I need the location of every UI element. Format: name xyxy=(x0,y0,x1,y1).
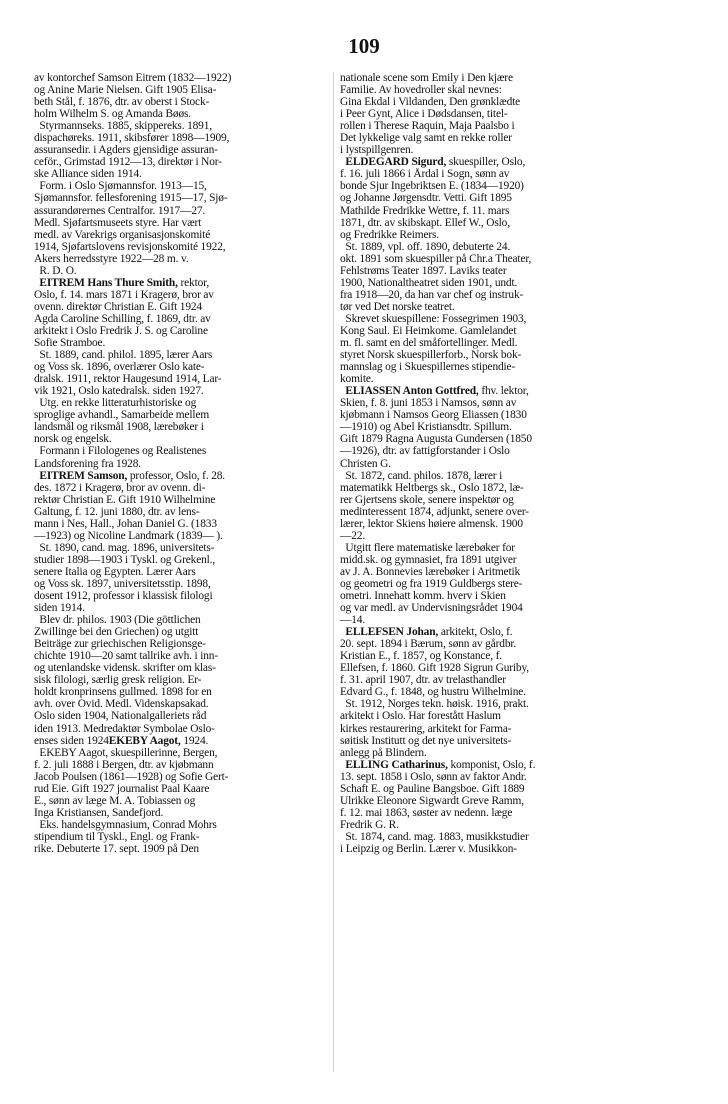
entry-start-line xyxy=(340,759,642,771)
text-line: ovenn. direktør Christian E. Gift 1924 xyxy=(34,300,202,313)
text-line: ometri. Innehatt komm. hverv i Skien xyxy=(340,590,506,603)
text-line: Formann i Filologenes og Realistenes xyxy=(34,445,207,458)
text-line: —14. xyxy=(340,614,366,627)
text-line: rollen i Therese Raquin, Maja Paalsbo i xyxy=(340,120,515,133)
text-line: landsmål og riksmål 1908, lærebøker i xyxy=(34,421,204,434)
text-line: styret Norsk skuespillerforb., Norsk bok- xyxy=(340,349,522,362)
entry-name: EKEBY Aagot, xyxy=(108,734,181,747)
text-line: og Voss sk. 1897, universitetsstip. 1898, xyxy=(34,577,211,590)
text-line: Medl. Sjøfartsmuseets styre. Har vært xyxy=(34,216,202,229)
text-line: assurandørernes Centralfor. 1917—27. xyxy=(34,204,206,217)
text-line: Gina Ekdal i Vildanden, Den grønklædte xyxy=(340,96,521,109)
text-line: f. 12. mai 1863, søster av nedenn. læge xyxy=(340,806,513,819)
text-line: anlegg på Blindern. xyxy=(340,746,427,759)
text-line: Utgitt flere matematiske lærebøker for xyxy=(340,541,515,554)
text-line: søitisk Institutt og det nye universitets- xyxy=(340,734,512,747)
text-line: St. 1889, vpl. off. 1890, debuterte 24. xyxy=(340,240,511,253)
text-line: Kristian E., f. 1857, og Konstance, f. xyxy=(340,650,502,663)
text-line: St. 1890, cand. mag. 1896, universitets- xyxy=(34,541,215,554)
text-line: stipendium til Tyskl., Engl. og Frank- xyxy=(34,830,200,843)
text-line: dralsk. 1911, rektor Haugesund 1914, Lar- xyxy=(34,373,222,386)
text-line: arkitekt i Oslo Fredrik J. S. og Caroline xyxy=(34,324,208,337)
text-line: St. 1874, cand. mag. 1883, musikkstudier xyxy=(340,830,529,843)
text-line: og geometri og fra 1919 Guldbergs stere- xyxy=(340,577,523,590)
text-line: matematikk Heltbergs sk., Oslo 1872, læ- xyxy=(340,481,524,494)
entry-start-line xyxy=(340,385,642,397)
text-line: —1926), dtr. av fattigforstander i Oslo xyxy=(340,445,510,458)
text-line: Schaft E. og Pauline Bangsboe. Gift 1889 xyxy=(340,782,525,795)
left-column xyxy=(34,72,336,855)
text-line: Jacob Poulsen (1861—1928) og Sofie Gert- xyxy=(34,770,229,783)
text-line: okt. 1891 som skuespiller på Chr.a Theater, xyxy=(340,252,532,265)
entry-start-line xyxy=(34,277,336,289)
text-line: 13. sept. 1858 i Oslo, sønn av faktor Andr. xyxy=(340,770,527,783)
entry-name: EITREM Samson, xyxy=(39,469,128,482)
text-line: Det lykkelige valg samt en rekke roller xyxy=(340,132,512,145)
text-line: kirkes restaurering, arkitekt for Farma- xyxy=(340,722,512,735)
text-line: —1910) og Abel Kristiansdtr. Spillum. xyxy=(340,421,512,434)
text-line: siden 1914. xyxy=(34,602,85,615)
text-line: komite. xyxy=(340,373,374,386)
text-line: —22. xyxy=(340,529,366,542)
text-line: ske Alliance siden 1914. xyxy=(34,168,142,181)
text-line: medinteressent 1874, adjunkt, senere over- xyxy=(340,505,529,518)
text-line: holm Wilhelm S. og Amanda Bøøs. xyxy=(34,108,191,121)
right-column xyxy=(340,72,642,855)
text-line: St. 1872, cand. philos. 1878, lærer i xyxy=(340,469,503,482)
text-line: og utenlandske vidensk. skrifter om klas- xyxy=(34,662,216,675)
text-line: 1914, Sjøfartslovens revisjonskomité 1922, xyxy=(34,240,226,253)
text-line: Oslo, f. 14. mars 1871 i Kragerø, bror av xyxy=(34,288,214,301)
text-line: og Anine Marie Nielsen. Gift 1905 Elisa- xyxy=(34,84,217,97)
text-line: sproglige avhandl., Samarbeide mellem xyxy=(34,409,210,422)
text-line: f. 16. juli 1866 i Årdal i Sogn, sønn av xyxy=(340,168,510,181)
text-line: f. 2. juli 1888 i Bergen, dtr. av kjøbmann xyxy=(34,758,214,771)
text-line: 20. sept. 1894 i Bærum, sønn av gårdbr. xyxy=(340,638,517,651)
text-line: Sjømannsfor. fellesforening 1915—17, Sjø- xyxy=(34,192,228,205)
text-line: rike. Debuterte 17. sept. 1909 på Den xyxy=(34,843,199,855)
text-line: Fehlstrøms Teater 1897. Laviks teater xyxy=(340,264,507,277)
text-line: 1900, Nationaltheatret siden 1901, undt. xyxy=(340,276,518,289)
text-line: holdt kronprinsens gullmed. 1898 for en xyxy=(34,686,212,699)
entry-name: ELIASSEN Anton Gottfred, xyxy=(345,385,479,398)
text-line: Skien, f. 8. juni 1853 i Namsos, sønn av xyxy=(340,397,517,410)
text-line: arkitekt i Oslo. Har forestått Haslum xyxy=(340,710,501,723)
text-line: Mathilde Fredrikke Wettre, f. 11. mars xyxy=(340,204,510,217)
text-line: av J. A. Bonnevies lærebøker i Aritmetik xyxy=(340,565,521,578)
entry-rest: arkitekt, Oslo, f. xyxy=(438,626,513,639)
text-line: Skrevet skuespillene: Fossegrimen 1903, xyxy=(340,312,527,325)
text-line: beth Stål, f. 1876, dtr. av oberst i Stock- xyxy=(34,96,210,109)
text-line: i Peer Gynt, Alice i Dødsdansen, titel- xyxy=(340,108,508,121)
entry-name: ELDEGARD Sigurd, xyxy=(345,156,447,169)
text-line: og Fredrikke Reimers. xyxy=(340,228,440,241)
indent: enses siden 1924 xyxy=(34,734,109,747)
text-line: Ellefsen, f. 1860. Gift 1928 Sigrun Guriby, xyxy=(340,662,529,675)
text-line: R. D. O. xyxy=(34,264,77,277)
text-line: avh. over Ovid. Medl. Videnskapsakad. xyxy=(34,698,209,711)
text-line: ceför., Grimstad 1912—13, direktør i Nor- xyxy=(34,156,222,169)
text-line: Zwillinge bei den Griechen) og utgitt xyxy=(34,626,199,639)
text-line: chichte 1910—20 samt tallrike avh. i inn- xyxy=(34,650,218,663)
entry-start-line xyxy=(34,470,336,482)
text-line: medl. av Varekrigs organisasjonskomité xyxy=(34,228,211,241)
text-line: norsk og engelsk. xyxy=(34,433,112,446)
text-line: Christen G. xyxy=(340,457,391,470)
entry-name: ELLEFSEN Johan, xyxy=(345,626,439,639)
text-line: St. 1912, Norges tekn. høisk. 1916, prakt. xyxy=(340,698,529,711)
text-line: Blev dr. philos. 1903 (Die göttlichen xyxy=(34,614,201,627)
text-line: Akers herredsstyre 1922—28 m. v. xyxy=(34,252,189,265)
text-line: Fredrik G. R. xyxy=(340,818,399,831)
text-line: i Leipzig og Berlin. Lærer v. Musikkon- xyxy=(340,843,517,855)
entry-rest: professor, Oslo, f. 28. xyxy=(127,469,226,482)
text-line: midd.sk. og gymnasiet, fra 1891 utgiver xyxy=(340,553,517,566)
text-line: 1871, dtr. av skibskapt. Ellef W., Oslo, xyxy=(340,216,510,229)
text-line: Inga Kristiansen, Sandefjord. xyxy=(34,806,164,819)
entry-rest: komponist, Oslo, f. xyxy=(447,758,536,771)
text-line: nationale scene som Emily i Den kjære xyxy=(340,72,513,84)
entry-start-line xyxy=(340,626,642,638)
text-line: dosent 1912, professor i klassisk filologi xyxy=(34,590,213,603)
text-line: —1923) og Nicoline Landmark (1839— ). xyxy=(34,529,223,542)
entry-rest: skuespiller, Oslo, xyxy=(446,156,526,169)
text-line: Eks. handelsgymnasium, Conrad Mohrs xyxy=(34,818,217,831)
text-line: Styrmannseks. 1885, skippereks. 1891, xyxy=(34,120,212,133)
text-line: Beiträge zur griechischen Religionsge- xyxy=(34,638,206,651)
column-divider xyxy=(333,72,334,1072)
text-line: mannslag og i Skuespillernes stipendie- xyxy=(340,361,516,374)
text-line: rud Eie. Gift 1927 journalist Paal Kaare xyxy=(34,782,210,795)
text-line: rer Gjertsens skole, senere inspektør og xyxy=(340,493,514,506)
text-line: Edvard G., f. 1848, og hustru Wilhelmine. xyxy=(340,686,526,699)
text-line: m. fl. samt en del småfortellinger. Medl. xyxy=(340,337,518,350)
text-line: rektør Christian E. Gift 1910 Wilhelmine xyxy=(34,493,216,506)
entry-rest: rektor, xyxy=(177,276,210,289)
text-line: i lystspillgenren. xyxy=(340,144,414,157)
text-line: mann i Nes, Hall., Johan Daniel G. (1833 xyxy=(34,517,217,530)
text-line: sisk filologi, særlig gresk religion. Er- xyxy=(34,674,202,687)
entry-name: ELLING Catharinus, xyxy=(345,758,448,771)
text-line: Kong Saul. Ei Heimkome. Gamlelandet xyxy=(340,324,517,337)
text-line: og Johanne Jørgensdtr. Vetti. Gift 1895 xyxy=(340,192,512,205)
text-line: Landsforening fra 1928. xyxy=(34,457,141,470)
entry-rest: 1924. xyxy=(180,734,209,747)
entry-name: EITREM Hans Thure Smith, xyxy=(39,276,178,289)
text-line: fra 1918—20, da han var chef og instruk- xyxy=(340,288,524,301)
text-line: lærer, lektor Skiens høiere almensk. 1900 xyxy=(340,517,523,530)
text-line: Sofie Stramboe. xyxy=(34,337,106,350)
entry-rest: fhv. lektor, xyxy=(478,385,529,398)
text-line: senere Italia og Egypten. Lærer Aars xyxy=(34,565,196,578)
text-line: Ulrikke Eleonore Sigwardt Greve Ramm, xyxy=(340,794,524,807)
text-line: og Voss sk. 1896, overlærer Oslo kate- xyxy=(34,361,205,374)
text-line: EKEBY Aagot, skuespillerinne, Bergen, xyxy=(34,746,218,759)
text-line: assuransedir. i Agders gjensidige assuran- xyxy=(34,144,218,157)
text-line: studier 1898—1903 i Tyskl. og Grekenl., xyxy=(34,553,216,566)
text-line: f. 31. april 1907, dtr. av trelasthandler xyxy=(340,674,506,687)
text-line: Agda Caroline Schilling, f. 1869, dtr. av xyxy=(34,312,211,325)
entry-start-line xyxy=(340,156,642,168)
text-line: iden 1913. Medredaktør Symbolae Oslo- xyxy=(34,722,215,735)
text-line: St. 1889, cand. philol. 1895, lærer Aars xyxy=(34,349,213,362)
text-line: E., sønn av læge M. A. Tobiassen og xyxy=(34,794,196,807)
text-line: og var medl. av Undervisningsrådet 1904 xyxy=(340,602,523,615)
text-line: tør ved Det norske teatret. xyxy=(340,300,455,313)
text-line: Oslo siden 1904, Nationalgalleriets råd xyxy=(34,710,207,723)
text-line: av kontorchef Samson Eitrem (1832—1922) xyxy=(34,72,232,84)
page-number: 109 xyxy=(348,34,380,58)
text-line: Utg. en rekke litteraturhistoriske og xyxy=(34,397,197,410)
text-line: Familie. Av hovedroller skal nevnes: xyxy=(340,84,502,97)
text-line: Galtung, f. 12. juni 1880, dtr. av lens- xyxy=(34,505,200,518)
entry-start-line xyxy=(34,735,336,747)
text-line: bonde Sjur Ingebriktsen E. (1834—1920) xyxy=(340,180,524,193)
text-line: kjøbmann i Namsos Georg Eliassen (1830 xyxy=(340,409,527,422)
text-line: Gift 1879 Ragna Augusta Gundersen (1850 xyxy=(340,433,532,446)
text-line: Form. i Oslo Sjømannsfor. 1913—15, xyxy=(34,180,207,193)
text-line: vik 1921, Oslo katedralsk. siden 1927. xyxy=(34,385,204,398)
text-line: des. 1872 i Kragerø, bror av ovenn. di- xyxy=(34,481,206,494)
text-line: dispachøreks. 1911, skibsfører 1898—1909, xyxy=(34,132,230,145)
